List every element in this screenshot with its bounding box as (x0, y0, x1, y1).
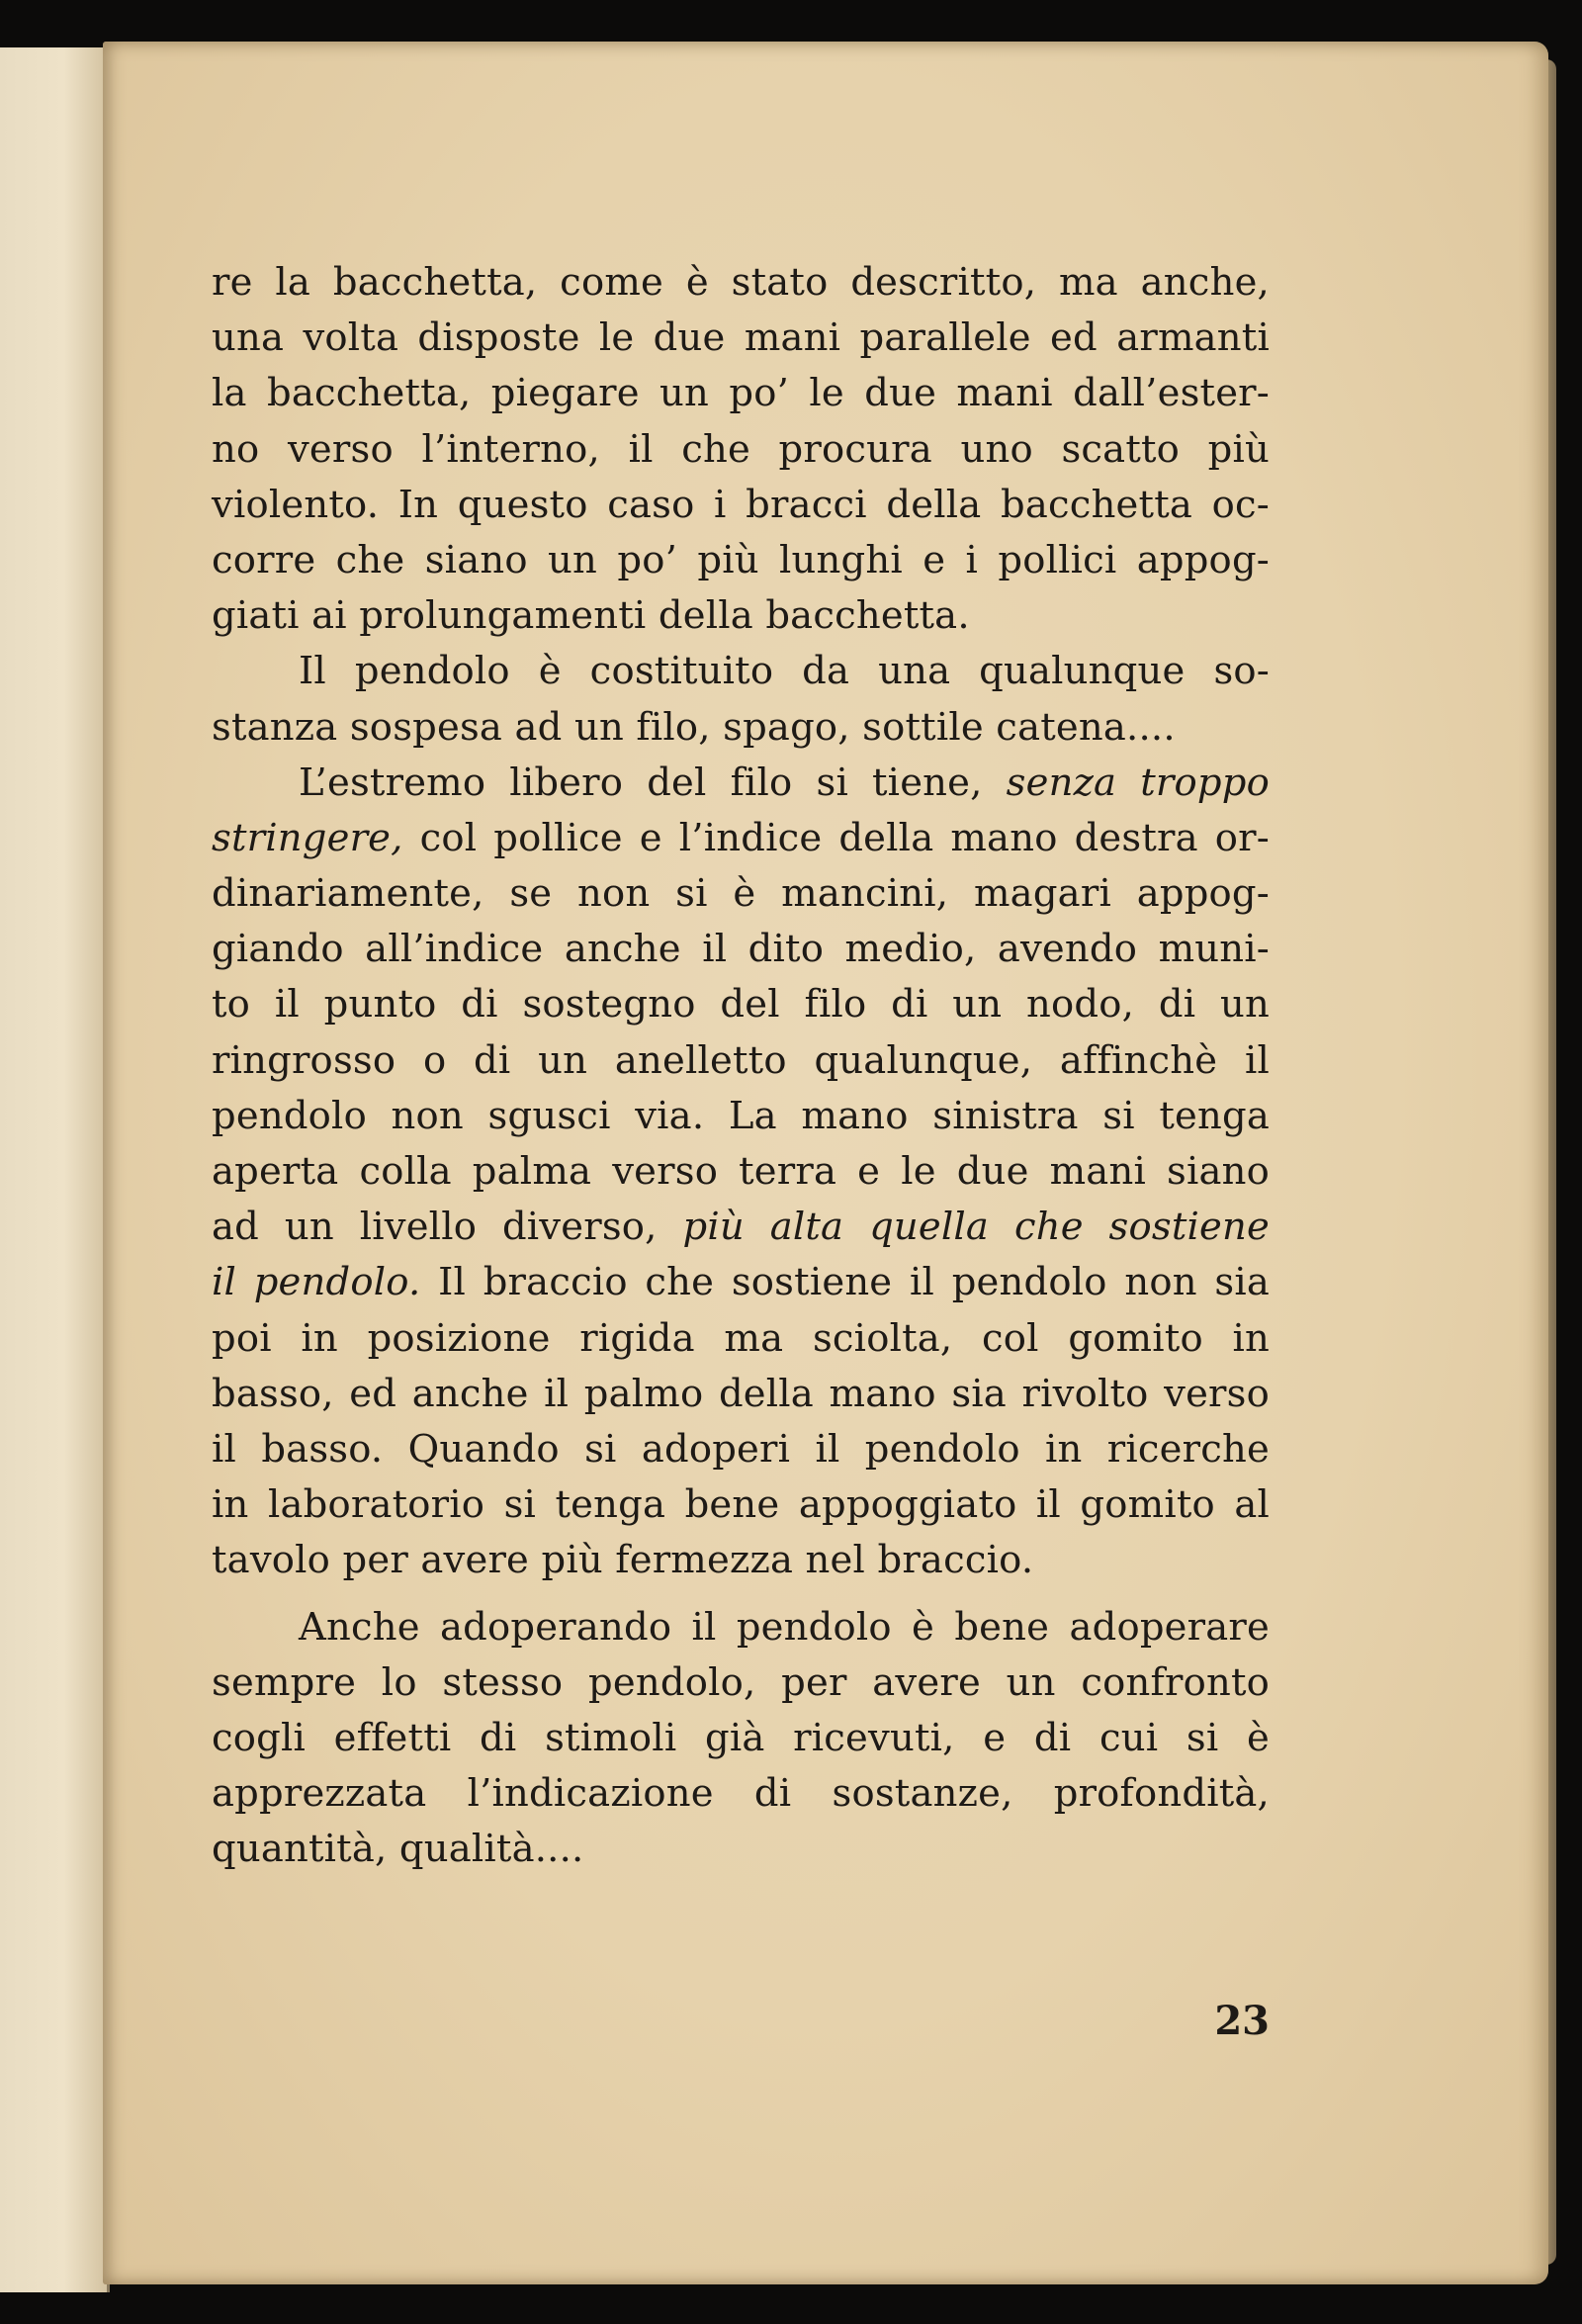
text-line: giando all’indice anche il dito medio, avendo muni- (212, 927, 1270, 972)
text-line: Anche adoperando il pendolo è bene adoperare (299, 1604, 1270, 1650)
text-line: re la bacchetta, come è stato descritto, ma anche, (212, 260, 1270, 305)
text-line: in laboratorio si tenga bene appoggiato il gomito al (212, 1482, 1270, 1528)
page-number: 23 (1214, 1998, 1270, 2044)
italic-run: il pendolo. (212, 1260, 421, 1305)
text-line: il basso. Quando si adoperi il pendolo in ricerche (212, 1426, 1270, 1472)
text-line: violento. In questo caso i bracci della bacchetta oc- (212, 482, 1270, 527)
text-run: ad un livello diverso, (212, 1205, 683, 1250)
text-line (212, 811, 1270, 866)
text-line: apprezzata l’indicazione di sostanze, profondità, (212, 1771, 1270, 1817)
text-line (212, 1200, 1270, 1255)
text-line: cogli effetti di stimoli già ricevuti, e di cui si è (212, 1715, 1270, 1760)
text-line: quantità, qualità.... (212, 1827, 584, 1872)
text-line (212, 1255, 1270, 1310)
text-run: col pollice e l’indice della mano destra or- (402, 815, 1270, 860)
italic-run: senza troppo (1006, 760, 1270, 805)
text-line: corre che siano un po’ più lunghi e i pollici appog- (212, 537, 1270, 582)
text-line: ringrosso o di un anelletto qualunque, affinchè il (212, 1037, 1270, 1083)
text-line: basso, ed anche il palmo della mano sia rivolto verso (212, 1371, 1270, 1416)
italic-run: più alta quella che sostiene (682, 1205, 1270, 1250)
text-line: una volta disposte le due mani parallele ed armanti (212, 315, 1270, 361)
text-line: pendolo non sgusci via. La mano sinistra si tenga (212, 1093, 1270, 1138)
text-line: la bacchetta, piegare un po’ le due mani dall’ester- (212, 371, 1270, 416)
text-line: aperta colla palma verso terra e le due mani siano (212, 1149, 1270, 1194)
text-line: to il punto di sostegno del filo di un nodo, di un (212, 982, 1270, 1028)
text-run: L’estremo libero del filo si tiene, (299, 760, 1007, 805)
text-line: poi in posizione rigida ma sciolta, col gomito in (212, 1315, 1270, 1361)
italic-run: stringere, (212, 815, 403, 860)
page-text (212, 255, 1270, 1877)
text-run: Il braccio che sostiene il pendolo non sia (420, 1260, 1271, 1305)
adjacent-page-edge (0, 47, 110, 2292)
text-line (212, 756, 1270, 811)
text-line: sempre lo stesso pendolo, per avere un confronto (212, 1659, 1270, 1705)
text-line: stanza sospesa ad un filo, spago, sottile catena.... (212, 704, 1176, 750)
text-line: Il pendolo è costituito da una qualunque so- (299, 649, 1270, 694)
text-line: dinariamente, se non si è mancini, magari appog- (212, 871, 1270, 917)
text-line: no verso l’interno, il che procura uno scatto più (212, 426, 1270, 472)
text-line: giati ai prolungamenti della bacchetta. (212, 593, 970, 639)
text-line: tavolo per avere più fermezza nel braccio. (212, 1538, 1034, 1583)
